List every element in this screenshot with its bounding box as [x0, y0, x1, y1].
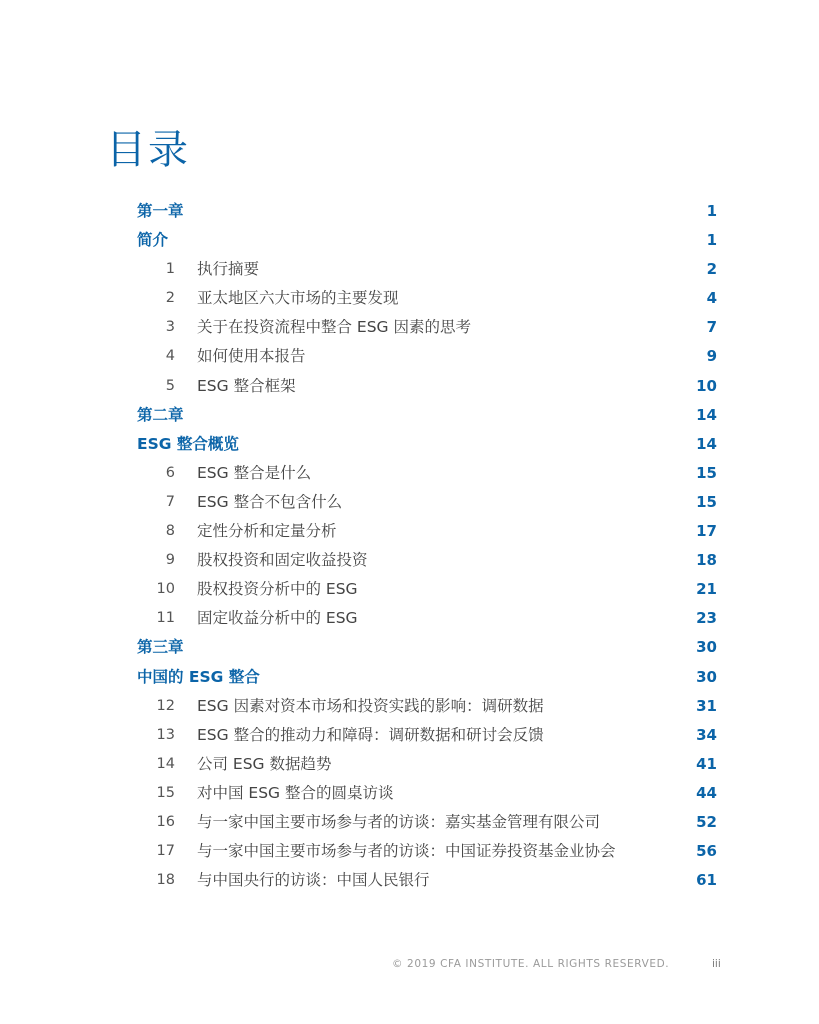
page-number: iii [712, 958, 721, 970]
toc-chapter-entry[interactable] [137, 226, 717, 255]
toc-entry[interactable] [137, 750, 717, 779]
toc-entry[interactable] [137, 575, 717, 604]
toc-entry[interactable] [137, 837, 717, 866]
toc-entry[interactable] [137, 313, 717, 342]
toc-entry-label: 第二章 [137, 405, 184, 424]
toc-entry-page: 2 [706, 260, 717, 279]
toc-entry[interactable] [137, 255, 717, 284]
toc-entry[interactable] [137, 372, 717, 401]
toc-entry-label: 股权投资和固定收益投资 [197, 551, 368, 570]
toc-entry-number: 17 [156, 843, 175, 860]
toc-entry-page: 56 [696, 842, 717, 861]
toc-chapter-entry[interactable] [137, 430, 717, 459]
toc-entry-page: 10 [696, 376, 717, 395]
toc-entry-label: 公司 ESG 数据趋势 [197, 754, 332, 773]
toc-entry-label: 第三章 [137, 638, 184, 657]
toc-entry[interactable] [137, 866, 717, 895]
toc-entry-label: 第一章 [137, 202, 184, 220]
toc-entry-label: 中国的 ESG 整合 [137, 667, 260, 686]
toc-entry-number: 18 [156, 872, 175, 889]
toc-entry-page: 15 [696, 492, 717, 511]
page-title: 目录 [106, 127, 190, 173]
toc-entry-page: 1 [706, 202, 717, 220]
toc-entry-label: 对中国 ESG 整合的圆桌访谈 [197, 783, 394, 802]
toc-entry-number: 2 [165, 290, 175, 307]
toc-entry-number: 8 [165, 523, 175, 540]
toc-entry-number: 13 [156, 726, 175, 743]
toc-entry-number: 7 [165, 493, 175, 510]
toc-entry-page: 23 [696, 609, 717, 628]
toc-entry-number: 5 [165, 377, 175, 394]
toc-entry-label: ESG 整合是什么 [197, 463, 312, 482]
toc-chapter-entry[interactable] [137, 401, 717, 430]
toc-entry-label: ESG 因素对资本市场和投资实践的影响：调研数据 [197, 696, 544, 715]
toc-entry-page: 17 [696, 522, 717, 541]
toc-entry-label: 执行摘要 [197, 260, 260, 279]
table-of-contents [137, 197, 717, 895]
toc-entry[interactable] [137, 808, 717, 837]
toc-entry-label: 与一家中国主要市场参与者的访谈：嘉实基金管理有限公司 [197, 812, 601, 831]
toc-entry-page: 15 [696, 463, 717, 482]
toc-chapter-entry[interactable] [137, 633, 717, 662]
toc-entry-page: 34 [696, 725, 717, 744]
toc-entry-number: 14 [156, 755, 175, 772]
toc-entry-page: 21 [696, 580, 717, 599]
toc-entry-page: 4 [706, 289, 717, 308]
toc-entry[interactable] [137, 488, 717, 517]
toc-entry[interactable] [137, 517, 717, 546]
toc-entry-label: 亚太地区六大市场的主要发现 [197, 289, 399, 308]
toc-entry-number: 6 [165, 464, 175, 481]
toc-entry-label: 股权投资分析中的 ESG [197, 580, 358, 599]
toc-entry-page: 52 [696, 812, 717, 831]
toc-entry-number: 15 [156, 784, 175, 801]
toc-entry[interactable] [137, 342, 717, 371]
toc-entry-number: 1 [165, 261, 175, 278]
toc-entry-label: 与中国央行的访谈：中国人民银行 [197, 871, 430, 890]
toc-entry-label: ESG 整合不包含什么 [197, 492, 343, 511]
toc-entry-page: 14 [696, 405, 717, 424]
toc-entry-number: 12 [156, 697, 175, 714]
toc-entry-label: ESG 整合框架 [197, 376, 296, 395]
toc-entry-page: 30 [696, 667, 717, 686]
toc-entry-number: 4 [165, 348, 175, 365]
toc-entry-page: 41 [696, 754, 717, 773]
toc-entry[interactable] [137, 721, 717, 750]
toc-entry[interactable] [137, 604, 717, 633]
toc-entry-page: 18 [696, 551, 717, 570]
toc-entry-page: 9 [706, 347, 717, 366]
toc-entry[interactable] [137, 546, 717, 575]
toc-entry-label: 固定收益分析中的 ESG [197, 609, 358, 628]
toc-entry-number: 16 [156, 813, 175, 830]
toc-entry-page: 30 [696, 638, 717, 657]
toc-entry-page: 44 [696, 783, 717, 802]
toc-entry-page: 1 [706, 231, 717, 250]
toc-entry-number: 10 [156, 581, 175, 598]
copyright-footer: © 2019 CFA INSTITUTE. ALL RIGHTS RESERVED. [392, 958, 670, 970]
toc-entry[interactable] [137, 284, 717, 313]
toc-chapter-entry[interactable] [137, 663, 717, 692]
toc-entry-number: 11 [156, 610, 175, 627]
toc-chapter-entry[interactable] [137, 197, 717, 226]
toc-entry-label: 与一家中国主要市场参与者的访谈：中国证券投资基金业协会 [197, 842, 616, 861]
toc-entry-label: ESG 整合的推动力和障碍：调研数据和研讨会反馈 [197, 725, 544, 744]
toc-entry-label: 定性分析和定量分析 [197, 522, 337, 541]
toc-entry-number: 3 [165, 319, 175, 336]
toc-entry[interactable] [137, 779, 717, 808]
toc-entry-label: 如何使用本报告 [197, 347, 306, 366]
toc-entry-page: 14 [696, 434, 717, 453]
toc-entry[interactable] [137, 692, 717, 721]
toc-entry-label: 简介 [137, 231, 169, 250]
toc-entry-number: 9 [165, 552, 175, 569]
toc-entry-page: 31 [696, 696, 717, 715]
toc-entry-page: 7 [706, 318, 717, 337]
toc-entry-label: 关于在投资流程中整合 ESG 因素的思考 [197, 318, 471, 337]
toc-entry-page: 61 [696, 871, 717, 890]
toc-entry-label: ESG 整合概览 [137, 434, 239, 453]
toc-entry[interactable] [137, 459, 717, 488]
